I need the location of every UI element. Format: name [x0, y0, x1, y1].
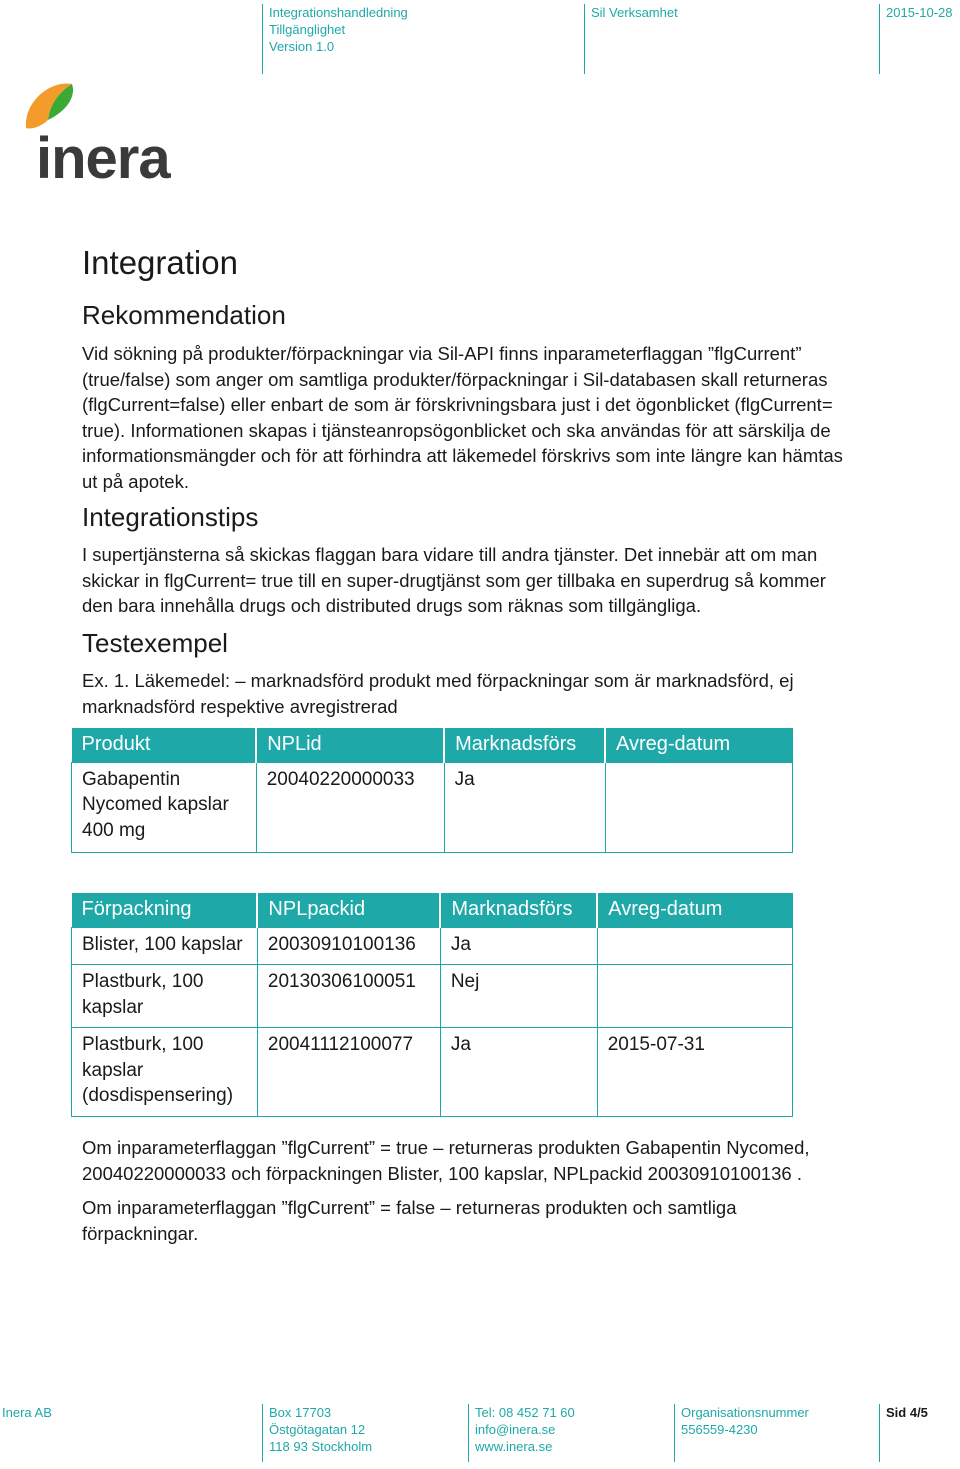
header-date-text: 2015-10-28 — [886, 5, 953, 20]
paragraph-integrationstips — [82, 542, 892, 619]
text-line: Ex. 1. Läkemedel: – marknadsförd produkt med förpackningar som är marknadsförd, ej — [82, 670, 794, 691]
footer-address-line: 118 93 Stockholm — [269, 1439, 373, 1454]
inera-logo — [22, 80, 192, 190]
table-header-row — [72, 893, 793, 927]
header-document-info — [262, 4, 569, 74]
header-department-text: Sil Verksamhet — [591, 5, 678, 20]
cell-nplpackid: 20041112100077 — [257, 1028, 440, 1117]
paragraph-conclusion-true — [82, 1135, 892, 1186]
table-row — [72, 965, 793, 1028]
text-line: I supertjänsterna så skickas flaggan bara vidare till andra tjänster. Det innebär att om man — [82, 544, 818, 565]
text-line: den bara innehålla drugs och distributed drugs som räknas som tillgängliga. — [82, 595, 702, 616]
cell-line: Gabapentin — [82, 768, 181, 790]
footer-org — [674, 1404, 876, 1462]
footer-email-link[interactable]: info@inera.se — [475, 1422, 556, 1437]
produkt-table — [71, 728, 793, 853]
column-header-nplid: NPLid — [256, 728, 444, 762]
text-line: 20040220000033 och förpackningen Blister, 100 kapslar, NPLpackid 20030910100136 . — [82, 1162, 803, 1184]
cell-marknadsfors: Nej — [440, 965, 597, 1028]
cell-line: kapslar — [82, 1059, 144, 1081]
column-header-marknadsfors: Marknadsförs — [440, 893, 597, 927]
cell-line: Plastburk, 100 — [82, 1034, 204, 1055]
cell-forpackning — [72, 927, 258, 965]
cell-nplpackid: 20030910100136 — [257, 927, 440, 965]
column-header-marknadsfors: Marknadsförs — [444, 728, 605, 762]
column-header-produkt: Produkt — [72, 728, 257, 762]
text-line: true). Informationen skapas i tjänsteanropsögonblicket och ska användas för att särskilja de — [82, 419, 831, 441]
cell-line: (dosdispensering) — [82, 1085, 234, 1106]
cell-line: Blister, 100 kapslar — [82, 933, 243, 955]
text-line: skickar in flgCurrent= true till en super-drugtjänst som ger tillbaka en superdrug så kommer — [82, 569, 826, 591]
column-header-forpackning: Förpackning — [72, 893, 258, 927]
column-header-avreg-datum: Avreg-datum — [605, 728, 793, 762]
header-document-version: Version 1.0 — [269, 39, 335, 54]
cell-avreg-datum — [597, 927, 792, 965]
heading-integrationstips: Integrationstips — [82, 502, 259, 532]
column-header-avreg-datum: Avreg-datum — [597, 893, 792, 927]
table-row — [72, 762, 793, 852]
cell-avreg-datum — [597, 965, 792, 1028]
cell-line: Nycomed kapslar — [82, 794, 229, 815]
text-line: informationsmängder och för att förhindra att läkemedel förskrivs som inte längre kan hämtas — [82, 445, 843, 466]
cell-line: Plastburk, 100 — [82, 971, 204, 992]
page-number: Sid 4/5 — [886, 1405, 928, 1420]
paragraph-testexempel — [82, 668, 892, 719]
cell-forpackning — [72, 1028, 258, 1117]
footer-address-line: Östgötagatan 12 — [269, 1422, 366, 1437]
paragraph-rekommendation — [82, 341, 892, 494]
text-line: Om inparameterflaggan ”flgCurrent” = true – returneras produkten Gabapentin Nycomed, — [82, 1137, 810, 1158]
cell-avreg-datum: 2015-07-31 — [597, 1028, 792, 1117]
footer-phone: Tel: 08 452 71 60 — [475, 1405, 575, 1420]
footer-address-line: Box 17703 — [269, 1405, 332, 1420]
footer-org-label: Organisationsnummer — [681, 1405, 809, 1420]
paragraph-conclusion-false — [82, 1195, 892, 1246]
footer-company-name: Inera AB — [2, 1405, 52, 1420]
cell-line: 400 mg — [82, 819, 146, 841]
footer-company — [0, 1404, 252, 1462]
text-line: ut på apotek. — [82, 470, 189, 492]
column-header-nplpackid: NPLpackid — [257, 893, 440, 927]
text-line: Om inparameterflaggan ”flgCurrent” = false – returneras produkten och samtliga — [82, 1197, 737, 1218]
heading-rekommendation: Rekommendation — [82, 300, 286, 330]
cell-marknadsfors: Ja — [440, 1028, 597, 1117]
forpackning-table — [71, 893, 793, 1117]
text-line: (true/false) som anger om samtliga produkter/förpackningar i Sil-databasen skall returneras — [82, 368, 828, 390]
cell-line: kapslar — [82, 996, 144, 1018]
cell-avreg-datum — [605, 762, 793, 852]
text-line: förpackningar. — [82, 1222, 199, 1244]
header-document-topic: Tillgänglighet — [269, 22, 346, 37]
cell-marknadsfors: Ja — [440, 927, 597, 965]
table-header-row — [72, 728, 793, 762]
text-line: marknadsförd respektive avregistrerad — [82, 695, 398, 717]
page-title: Integration — [82, 244, 238, 281]
header-department — [584, 4, 861, 74]
table-row — [72, 927, 793, 965]
header-date — [879, 4, 956, 74]
footer-contact — [468, 1404, 670, 1462]
cell-nplid: 20040220000033 — [256, 762, 444, 852]
cell-produkt — [72, 762, 257, 852]
footer-website-link[interactable]: www.inera.se — [475, 1439, 553, 1454]
table-row — [72, 1028, 793, 1117]
footer-address — [262, 1404, 464, 1462]
cell-nplpackid: 20130306100051 — [257, 965, 440, 1028]
logo-wordmark: inera — [36, 126, 170, 190]
text-line: (flgCurrent=false) eller enbart de som är förskrivningsbara just i det ögonblicket (flgCurrent= — [82, 394, 833, 415]
footer-org-number: 556559-4230 — [681, 1422, 758, 1437]
header-document-name: Integrationshandledning — [269, 5, 408, 20]
cell-marknadsfors: Ja — [444, 762, 605, 852]
footer-page — [879, 1404, 956, 1462]
cell-forpackning — [72, 965, 258, 1028]
heading-testexempel: Testexempel — [82, 628, 228, 658]
text-line: Vid sökning på produkter/förpackningar via Sil-API finns inparameterflaggan ”flgCurrent” — [82, 343, 802, 364]
